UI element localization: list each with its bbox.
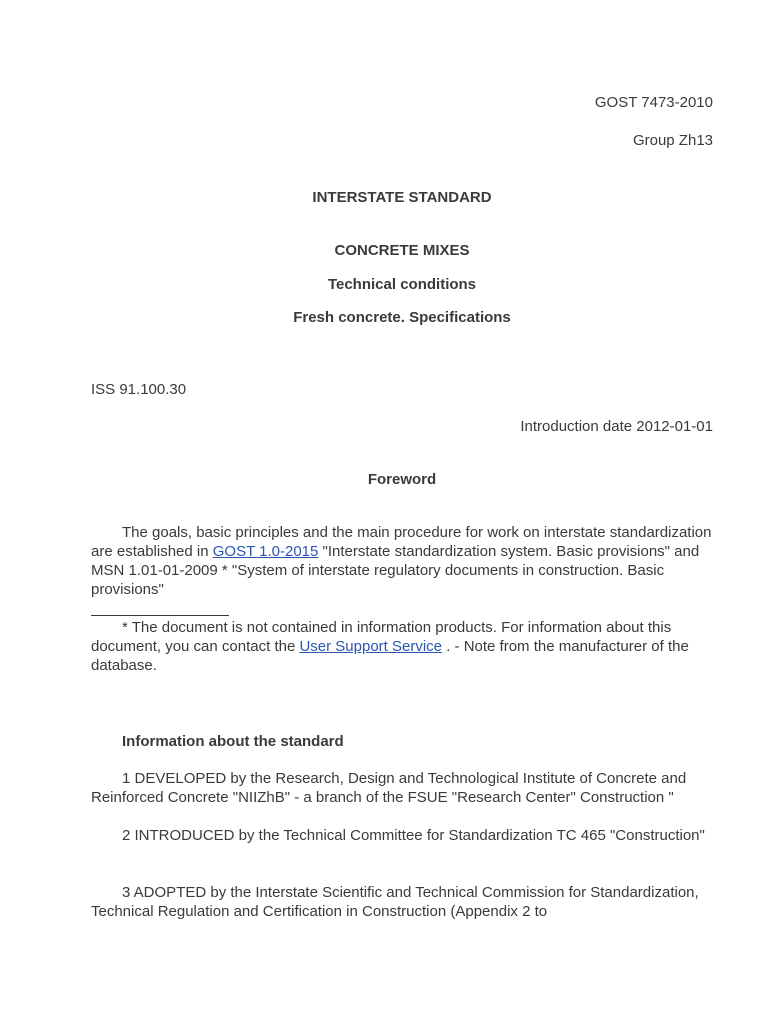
info-item-3: 3 ADOPTED by the Interstate Scientific and Technical Commission for Standardization, Technical Regulation and Certification in Construction (Appendix 2 to — [91, 884, 699, 920]
foreword-text-start: The goals, basic principles and the main procedure for work on interstate standardization are established in — [91, 524, 712, 560]
group-code: Group Zh13 — [632, 132, 713, 149]
info-item-1: 1 DEVELOPED by the Research, Design and Technological Institute of Concrete and Reinforced Concrete "NIIZhB" - a branch of the FSUE "Research Center" Construction " — [91, 770, 687, 806]
gost-1-0-2015-link[interactable]: GOST 1.0-2015 — [212, 543, 319, 560]
footnote-divider — [91, 615, 229, 616]
standard-number: GOST 7473-2010 — [594, 94, 713, 111]
foreword-paragraph — [91, 523, 713, 599]
foreword-heading: Foreword — [367, 471, 437, 488]
footnote-text-end: . - Note from the manufacturer of the database. — [91, 638, 689, 674]
info-item-2: 2 INTRODUCED by the Technical Committee for Standardization TC 465 "Construction" — [122, 827, 705, 844]
subtitle: Technical conditions — [327, 276, 477, 293]
english-title: Fresh concrete. Specifications — [293, 309, 511, 326]
footnote-text-start: * The document is not contained in information products. For information about this document, you can contact the — [91, 619, 672, 655]
introduction-date: Introduction date 2012-01-01 — [520, 418, 713, 435]
iss-code: ISS 91.100.30 — [91, 381, 187, 398]
main-title: CONCRETE MIXES — [334, 242, 470, 259]
user-support-service-link[interactable]: User Support Service — [299, 638, 443, 655]
foreword-text-end: "Interstate standardization system. Basic provisions" and MSN 1.01-01-2009 * "System of interstate regulatory documents in construction. Basic provisions" — [91, 543, 700, 598]
footnote-paragraph — [91, 618, 713, 675]
info-heading: Information about the standard — [122, 733, 344, 750]
standard-category: INTERSTATE STANDARD — [312, 189, 492, 206]
